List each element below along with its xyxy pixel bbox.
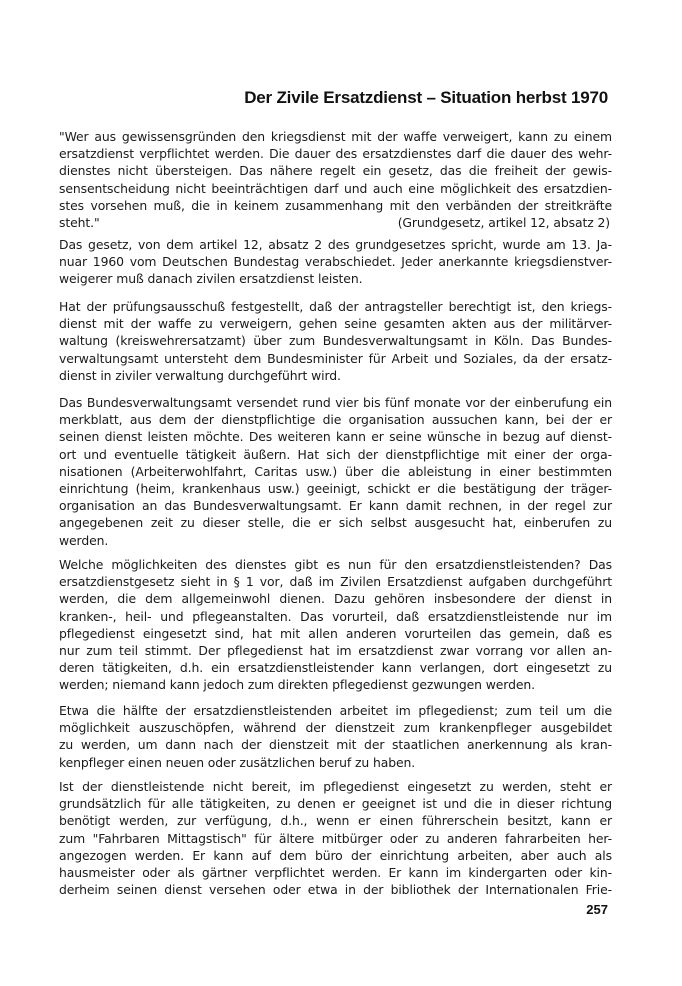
paragraph-line: deren tätigkeiten, d.h. ein ersatzdienstleistender kann verlangen, dort eingesetzt zu bbox=[59, 660, 612, 676]
paragraph-line: Ist der dienstleistende nicht bereit, im pflegedienst eingesetzt zu werden, steht er bbox=[59, 779, 612, 794]
paragraph-line: werden, die dem allgemeinwohl dienen. Dazu gehören insbesondere der dienst in bbox=[59, 591, 612, 607]
paragraph-line: angezogen werden. Er kann auf dem büro der einrichtung arbeiten, aber auch als bbox=[59, 847, 612, 863]
paragraph-3 bbox=[59, 394, 612, 549]
paragraph-line: dienst in ziviler verwaltung durchgeführt wird. bbox=[59, 367, 341, 383]
paragraph-line: merkblatt, aus dem der dienstpflichtige die organisation aussuchen kann, bei der er bbox=[59, 412, 612, 428]
quote-source: (Grundgesetz, artikel 12, absatz 2) bbox=[397, 215, 610, 231]
page-title: Der Zivile Ersatzdienst – Situation herbst 1970 bbox=[244, 88, 608, 107]
paragraph-line: ersatzdienstgesetz sieht in § 1 vor, daß im Zivilen Ersatzdienst aufgaben durchgeführt bbox=[59, 574, 612, 590]
paragraph-line: derheim seinen dienst versehen oder etwa in der bibliothek der Internationalen Frie- bbox=[59, 882, 612, 898]
paragraph-line: Das Bundesverwaltungsamt versendet rund vier bis fünf monate vor der einberufung ein bbox=[59, 395, 612, 410]
paragraph-1 bbox=[59, 236, 612, 288]
paragraph-line: organisation an das Bundesverwaltungsamt. Er kann damit rechnen, in der regel zur bbox=[59, 498, 612, 514]
paragraph-line: Das gesetz, von dem artikel 12, absatz 2 des grundgesetzes spricht, wurde am 13. Ja- bbox=[59, 237, 612, 252]
paragraph-5 bbox=[59, 702, 612, 771]
paragraph-4 bbox=[59, 556, 612, 694]
paragraph-line: seinen dienst leisten möchte. Des weiteren kann er seine wünsche in bezug auf dienst- bbox=[59, 429, 612, 445]
paragraph-6 bbox=[59, 778, 612, 898]
paragraph-line: zum "Fahrbaren Mittagstisch" für ältere mitbürger oder zu anderen fahrarbeiten her- bbox=[59, 830, 612, 846]
paragraph-line: nur zum teil stimmt. Der pflegedienst hat im ersatzdienst zwar vorrang vor allen an- bbox=[59, 643, 612, 659]
paragraph-line: pflegedienst eingesetzt sind, hat mit allen anderen vorurteilen das gemein, daß es bbox=[59, 625, 612, 641]
paragraph-line: nisationen (Arbeiterwohlfahrt, Caritas usw.) über die ableistung in einer bestimmten bbox=[59, 463, 612, 479]
paragraph-line: Hat der prüfungsausschuß festgestellt, daß der antragsteller berechtigt ist, den kriegs- bbox=[59, 299, 612, 314]
quote-line: dienstes nicht übersteigen. Das nähere regelt ein gesetz, das die freiheit der gewis- bbox=[59, 163, 612, 179]
paragraph-line: zu werden, um dann nach der dienstzeit mit der staatlichen anerkennung als kran- bbox=[59, 737, 612, 753]
paragraph-2 bbox=[59, 298, 612, 384]
paragraph-line: werden. bbox=[59, 532, 109, 548]
paragraph-line: kenpfleger einen neuen oder zusätzlichen beruf zu haben. bbox=[59, 754, 416, 770]
paragraph-line: werden; niemand kann jedoch zum direkten pflegedienst gezwungen werden. bbox=[59, 677, 535, 693]
quote-block bbox=[59, 128, 612, 231]
quote-line: ersatzdienst verpflichtet werden. Die dauer des ersatzdienstes darf die dauer des wehr- bbox=[59, 146, 612, 162]
quote-line: sensentscheidung nicht beeinträchtigen darf und auch eine möglichkeit des ersatzdien- bbox=[59, 180, 612, 196]
quote-line: steht." bbox=[59, 215, 100, 231]
paragraph-line: nuar 1960 vom Deutschen Bundestag verabschiedet. Jeder anerkannte kriegsdienstver- bbox=[59, 254, 612, 270]
paragraph-line: möglichkeit auszuschöpfen, während der dienstzeit zum krankenpfleger ausgebildet bbox=[59, 720, 612, 736]
paragraph-line: weigerer muß danach zivilen ersatzdienst leisten. bbox=[59, 271, 363, 287]
quote-line: stes vorsehen muß, die in keinem zusammenhang mit den verbänden der streitkräfte bbox=[59, 197, 612, 213]
paragraph-line: waltung (kreiswehrersatzamt) über zum Bundesverwaltungsamt in Köln. Das Bundes- bbox=[59, 333, 612, 349]
paragraph-line: Etwa die hälfte der ersatzdienstleistenden arbeitet im pflegedienst; zum teil um die bbox=[59, 703, 612, 718]
paragraph-line: verwaltungsamt untersteht dem Bundesminister für Arbeit und Soziales, da der ersatz- bbox=[59, 350, 612, 366]
paragraph-line: grundsätzlich für alle tätigkeiten, zu denen er geeignet ist und die in dieser richtung bbox=[59, 796, 612, 812]
paragraph-line: kranken-, heil- und pflegeanstalten. Das vorurteil, daß ersatzdienstleistende nur im bbox=[59, 608, 612, 624]
quote-last-line bbox=[59, 214, 612, 231]
paragraph-line: benötigt werden, zur verfügung, d.h., wenn er einen führerschein besitzt, kann er bbox=[59, 813, 612, 829]
paragraph-line: dienst mit der waffe zu verweigern, gehen seine gesamten akten aus der militärver- bbox=[59, 316, 612, 332]
paragraph-line: einrichtung (heim, krankenhaus usw.) geeinigt, schickt er die bestätigung der träger- bbox=[59, 481, 612, 497]
quote-line: "Wer aus gewissensgründen den kriegsdienst mit der waffe verweigert, kann zu einem bbox=[59, 129, 612, 144]
paragraph-line: Welche möglichkeiten des dienstes gibt es nun für den ersatzdienstleistenden? Das bbox=[59, 557, 612, 572]
paragraph-line: angegebenen zeit zu dieser stelle, die er sich selbst ausgesucht hat, einberufen zu bbox=[59, 515, 612, 531]
page-number: 257 bbox=[586, 902, 608, 917]
paragraph-line: ort und eventuelle tätigkeit äußern. Hat sich der dienstpflichtige mit einer der orga- bbox=[59, 446, 612, 462]
paragraph-line: hausmeister oder als gärtner verpflichtet werden. Er kann im kindergarten oder kin- bbox=[59, 865, 612, 881]
